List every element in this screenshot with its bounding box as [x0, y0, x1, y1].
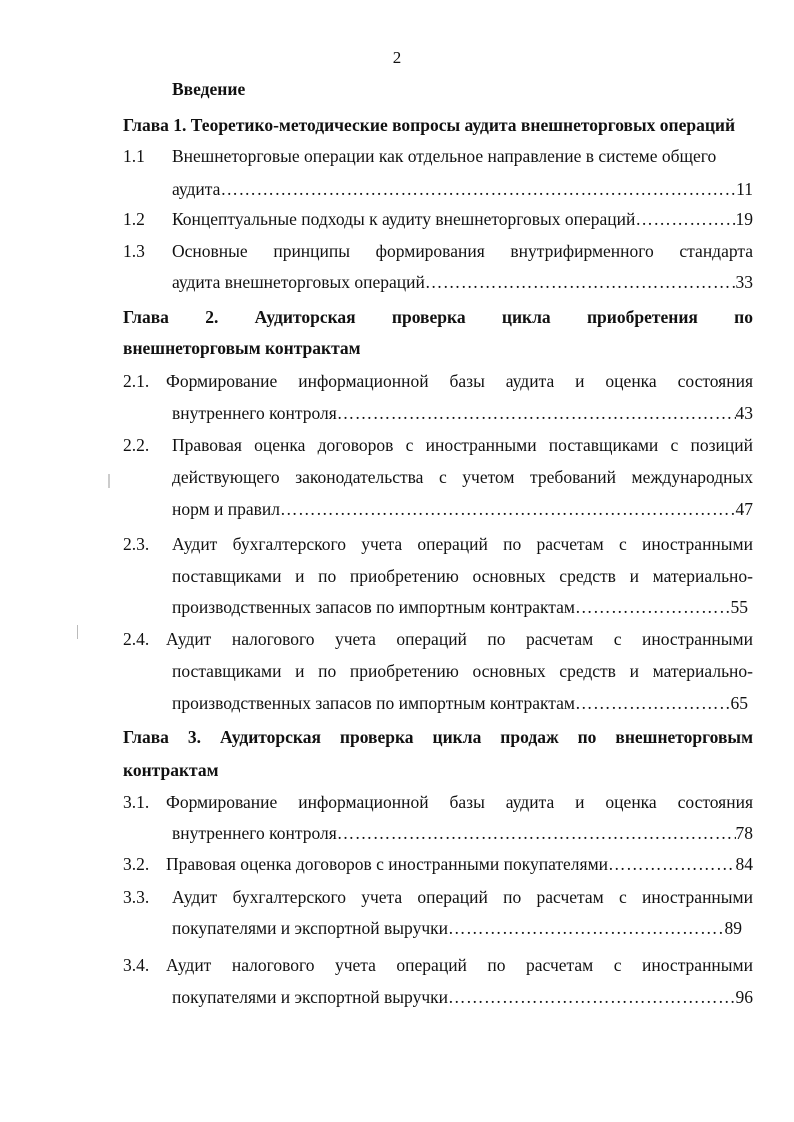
toc-page-ref: 43	[735, 403, 753, 423]
toc-page-ref: 96	[735, 987, 753, 1007]
scan-artifact	[108, 474, 110, 488]
leader-dots	[337, 822, 736, 844]
toc-item-number: 3.2.	[123, 854, 150, 874]
toc-item-number: 3.3.	[123, 887, 150, 907]
toc-entry-3-1	[172, 822, 753, 844]
toc-item-number: 1.3	[123, 241, 145, 261]
leader-dots	[635, 208, 735, 230]
toc-entry-2-1	[172, 402, 753, 424]
toc-item-text: аудита внешнеторговых операций	[172, 272, 425, 292]
toc-item-text: покупателями и экспортной выручки	[172, 918, 448, 938]
toc-page-ref: 65	[730, 693, 748, 713]
toc-entry-3-3	[172, 917, 742, 939]
chapter-1-title: Глава 1. Теоретико-методические вопросы аудита внешнеторговых операций	[123, 115, 736, 135]
toc-item-number: 3.1.	[123, 792, 150, 812]
leader-dots	[280, 498, 735, 520]
toc-item-text: Аудит бухгалтерского учета операций по расчетам с иностранными	[172, 887, 753, 907]
toc-page-ref: 11	[736, 179, 753, 199]
leader-dots	[575, 596, 731, 618]
toc-item-text: Правовая оценка договоров с иностранными покупателями	[166, 854, 609, 874]
leader-dots	[220, 178, 736, 200]
toc-item-number: 1.2	[123, 209, 145, 229]
toc-item-text: поставщиками и по приобретению основных средств и материально-	[172, 661, 753, 681]
scan-artifact	[77, 625, 78, 639]
leader-dots	[448, 917, 725, 939]
toc-item-text: Концептуальные подходы к аудиту внешнеторговых операций	[172, 209, 636, 229]
leader-dots	[425, 271, 736, 293]
toc-item-text: Аудит налогового учета операций по расчетам с иностранными	[166, 955, 753, 975]
leader-dots	[337, 402, 736, 424]
toc-item-text: производственных запасов по импортным контрактам	[172, 597, 575, 617]
leader-dots	[608, 853, 735, 875]
toc-item-number: 2.3.	[123, 534, 150, 554]
toc-entry-1-3	[172, 271, 753, 293]
toc-item-text: покупателями и экспортной выручки	[172, 987, 448, 1007]
toc-item-text: Аудит налогового учета операций по расчетам с иностранными	[166, 629, 753, 649]
toc-entry-2-3	[172, 596, 748, 618]
toc-intro: Введение	[172, 79, 246, 99]
toc-page-ref: 84	[735, 854, 753, 874]
toc-item-number: 2.2.	[123, 435, 150, 455]
chapter-2-title-cont: внешнеторговым контрактам	[123, 338, 361, 358]
toc-item-text: действующего законодательства с учетом требований международных	[172, 467, 753, 487]
toc-item-text: Основные принципы формирования внутрифирменного стандарта	[172, 241, 753, 261]
toc-item-text: Правовая оценка договоров с иностранными поставщиками с позиций	[172, 435, 753, 455]
toc-item-text: Формирование информационной базы аудита и оценка состояния	[166, 371, 753, 391]
toc-item-text: норм и правил	[172, 499, 281, 519]
toc-item-text: внутреннего контроля	[172, 823, 337, 843]
toc-item-number: 2.1.	[123, 371, 150, 391]
toc-entry-2-4	[172, 692, 748, 714]
toc-page-ref: 47	[735, 499, 753, 519]
chapter-3-title: Глава 3. Аудиторская проверка цикла продаж по внешнеторговым	[123, 727, 753, 747]
toc-entry-3-4	[172, 986, 753, 1008]
toc-item-text: Аудит бухгалтерского учета операций по расчетам с иностранными	[172, 534, 753, 554]
toc-entry-3-2	[166, 853, 753, 875]
toc-page-ref: 33	[735, 272, 753, 292]
toc-entry-2-2	[172, 498, 753, 520]
toc-item-text: Внешнеторговые операции как отдельное направление в системе общего	[172, 146, 717, 166]
leader-dots	[575, 692, 731, 714]
toc-item-text: поставщиками и по приобретению основных средств и материально-	[172, 566, 753, 586]
toc-entry-1-1	[172, 178, 753, 200]
toc-page-ref: 78	[735, 823, 753, 843]
toc-page-ref: 55	[730, 597, 748, 617]
toc-page-ref: 19	[735, 209, 753, 229]
toc-item-number: 1.1	[123, 146, 145, 166]
page-number: 2	[392, 48, 402, 67]
leader-dots	[448, 986, 736, 1008]
toc-item-number: 2.4.	[123, 629, 150, 649]
toc-item-text: производственных запасов по импортным контрактам	[172, 693, 575, 713]
toc-page-ref: 89	[724, 918, 742, 938]
chapter-2-title: Глава 2. Аудиторская проверка цикла приобретения по	[123, 307, 753, 327]
toc-item-text: внутреннего контроля	[172, 403, 337, 423]
chapter-3-title-cont: контрактам	[123, 760, 219, 780]
toc-item-number: 3.4.	[123, 955, 150, 975]
toc-item-text: Формирование информационной базы аудита и оценка состояния	[166, 792, 753, 812]
toc-item-text: аудита	[172, 179, 221, 199]
toc-entry-1-2	[172, 208, 753, 230]
